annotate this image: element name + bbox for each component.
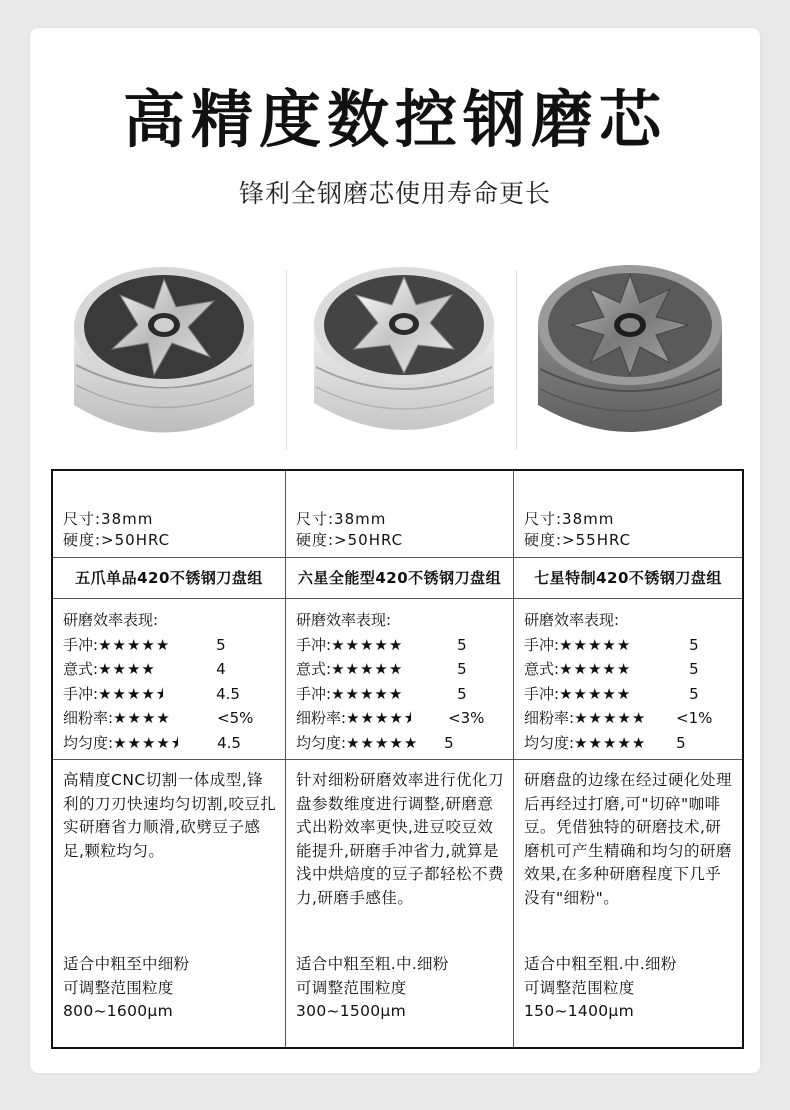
rating-stars: ★★★★ (113, 709, 171, 728)
column-six-star (286, 471, 513, 1047)
rating-score: 4.5 (216, 684, 240, 703)
rating-score: 5 (676, 733, 686, 752)
size-text: 尺寸:38mm (296, 510, 387, 528)
hardness-text: 硬度:>50HRC (296, 531, 404, 549)
rating-row (296, 633, 509, 658)
rating-label: 均匀度: (524, 733, 575, 752)
rating-heading: 研磨效率表现: (63, 611, 159, 629)
rating-heading: 研磨效率表现: (524, 611, 620, 629)
rating-stars: ★★★★★ (331, 635, 404, 654)
grind-range-text: 适合中粗至中细粉 可调整范围粒度800~1600μm (63, 955, 190, 1020)
rating-score: <5% (217, 709, 254, 728)
description-text: 高精度CNC切割一体成型,锋利的刀刃快速均匀切割,咬豆扎实研磨省力顺滑,砍劈豆子感足,颗粒均匀。 (63, 771, 277, 860)
rating-row (524, 731, 738, 756)
rating-label: 意式: (296, 660, 332, 679)
grind-range-text: 适合中粗至粗.中.细粉 可调整范围粒度150~1400μm (524, 955, 677, 1020)
rating-heading: 研磨效率表现: (296, 611, 392, 629)
rating-label: 细粉率: (63, 709, 114, 728)
rating-row (63, 633, 281, 658)
product-name: 五爪单品420不锈钢刀盘组 (75, 569, 263, 587)
rating-label: 均匀度: (63, 733, 114, 752)
rating-label: 意式: (63, 660, 99, 679)
ratings-cell (63, 608, 281, 756)
ratings-cell (524, 608, 738, 756)
rating-score: 5 (216, 635, 226, 654)
seven-star-burr-icon (530, 245, 730, 455)
hardness-text: 硬度:>55HRC (524, 531, 632, 549)
column-five-claw (53, 471, 285, 1047)
burr-images (52, 245, 742, 460)
rating-score: 5 (444, 733, 454, 752)
rating-row (524, 706, 738, 731)
rating-row (296, 657, 509, 682)
rating-stars: ★★★★★ (559, 635, 632, 654)
size-text: 尺寸:38mm (63, 510, 154, 528)
rating-stars: ★★★★★ (98, 635, 171, 654)
page-subtitle: 锋利全钢磨芯使用寿命更长 (238, 179, 551, 208)
rating-score: 4 (216, 660, 226, 679)
comparison-table (51, 469, 744, 1049)
description-text: 研磨盘的边缘在经过硬化处理后再经过打磨,可"切碎"咖啡豆。凭借独特的研磨技术,研磨机可产生精确和均匀的研磨效果,在多种研磨程度下几乎没有"细粉"。 (524, 771, 733, 907)
rating-stars: ★★★★★ (574, 733, 647, 752)
rating-label: 手冲: (63, 635, 99, 654)
ratings-cell (296, 608, 509, 756)
size-text: 尺寸:38mm (524, 510, 615, 528)
rating-score: <1% (676, 709, 713, 728)
rating-stars: ★★★★★ (574, 709, 647, 728)
description-text: 针对细粉研磨效率进行优化刀盘参数维度进行调整,研磨意式出粉效率更快,进豆咬豆效能提升,研磨手冲省力,就算是浅中烘焙度的豆子都轻松不费力,研磨手感佳。 (296, 771, 505, 907)
rating-row (296, 731, 509, 756)
rating-label: 手冲: (296, 635, 332, 654)
rating-stars: ★★★★★ (559, 660, 632, 679)
rating-row (63, 657, 281, 682)
rating-label: 意式: (524, 660, 560, 679)
hardness-text: 硬度:>50HRC (63, 531, 171, 549)
rating-label: 手冲: (63, 684, 99, 703)
rating-label: 手冲: (524, 635, 560, 654)
rating-stars: ★★★★★ (331, 660, 404, 679)
rating-row (524, 633, 738, 658)
specs-cell (296, 509, 403, 551)
rating-row (296, 706, 509, 731)
rating-stars: ★★★★⯨ (98, 684, 165, 703)
rating-score: 5 (689, 635, 699, 654)
rating-label: 细粉率: (296, 709, 347, 728)
rating-row (524, 657, 738, 682)
rating-score: 5 (689, 660, 699, 679)
rating-stars: ★★★★ (98, 660, 156, 679)
rating-score: <3% (448, 709, 485, 728)
specs-cell (524, 509, 631, 551)
five-claw-burr-icon (64, 245, 264, 455)
rating-label: 手冲: (524, 684, 560, 703)
column-seven-star (514, 471, 742, 1047)
rating-row (63, 682, 281, 707)
rating-row (524, 682, 738, 707)
rating-score: 5 (457, 660, 467, 679)
product-name: 七星特制420不锈钢刀盘组 (534, 569, 722, 587)
rating-score: 5 (689, 684, 699, 703)
rating-label: 均匀度: (296, 733, 347, 752)
rating-score: 4.5 (217, 733, 241, 752)
rating-stars: ★★★★★ (331, 684, 404, 703)
rating-label: 细粉率: (524, 709, 575, 728)
rating-score: 5 (457, 684, 467, 703)
rating-stars: ★★★★★ (346, 733, 419, 752)
rating-stars: ★★★★⯨ (113, 733, 180, 752)
product-name: 六星全能型420不锈钢刀盘组 (297, 569, 502, 587)
rating-score: 5 (457, 635, 467, 654)
page-title: 高精度数控钢磨芯 (122, 83, 667, 156)
rating-row (63, 731, 281, 756)
rating-stars: ★★★★★ (559, 684, 632, 703)
specs-cell (63, 509, 170, 551)
six-star-burr-icon (304, 245, 504, 455)
rating-stars: ★★★★⯨ (346, 709, 413, 728)
rating-label: 手冲: (296, 684, 332, 703)
rating-row (296, 682, 509, 707)
rating-row (63, 706, 281, 731)
grind-range-text: 适合中粗至粗.中.细粉 可调整范围粒度300~1500μm (296, 955, 449, 1020)
